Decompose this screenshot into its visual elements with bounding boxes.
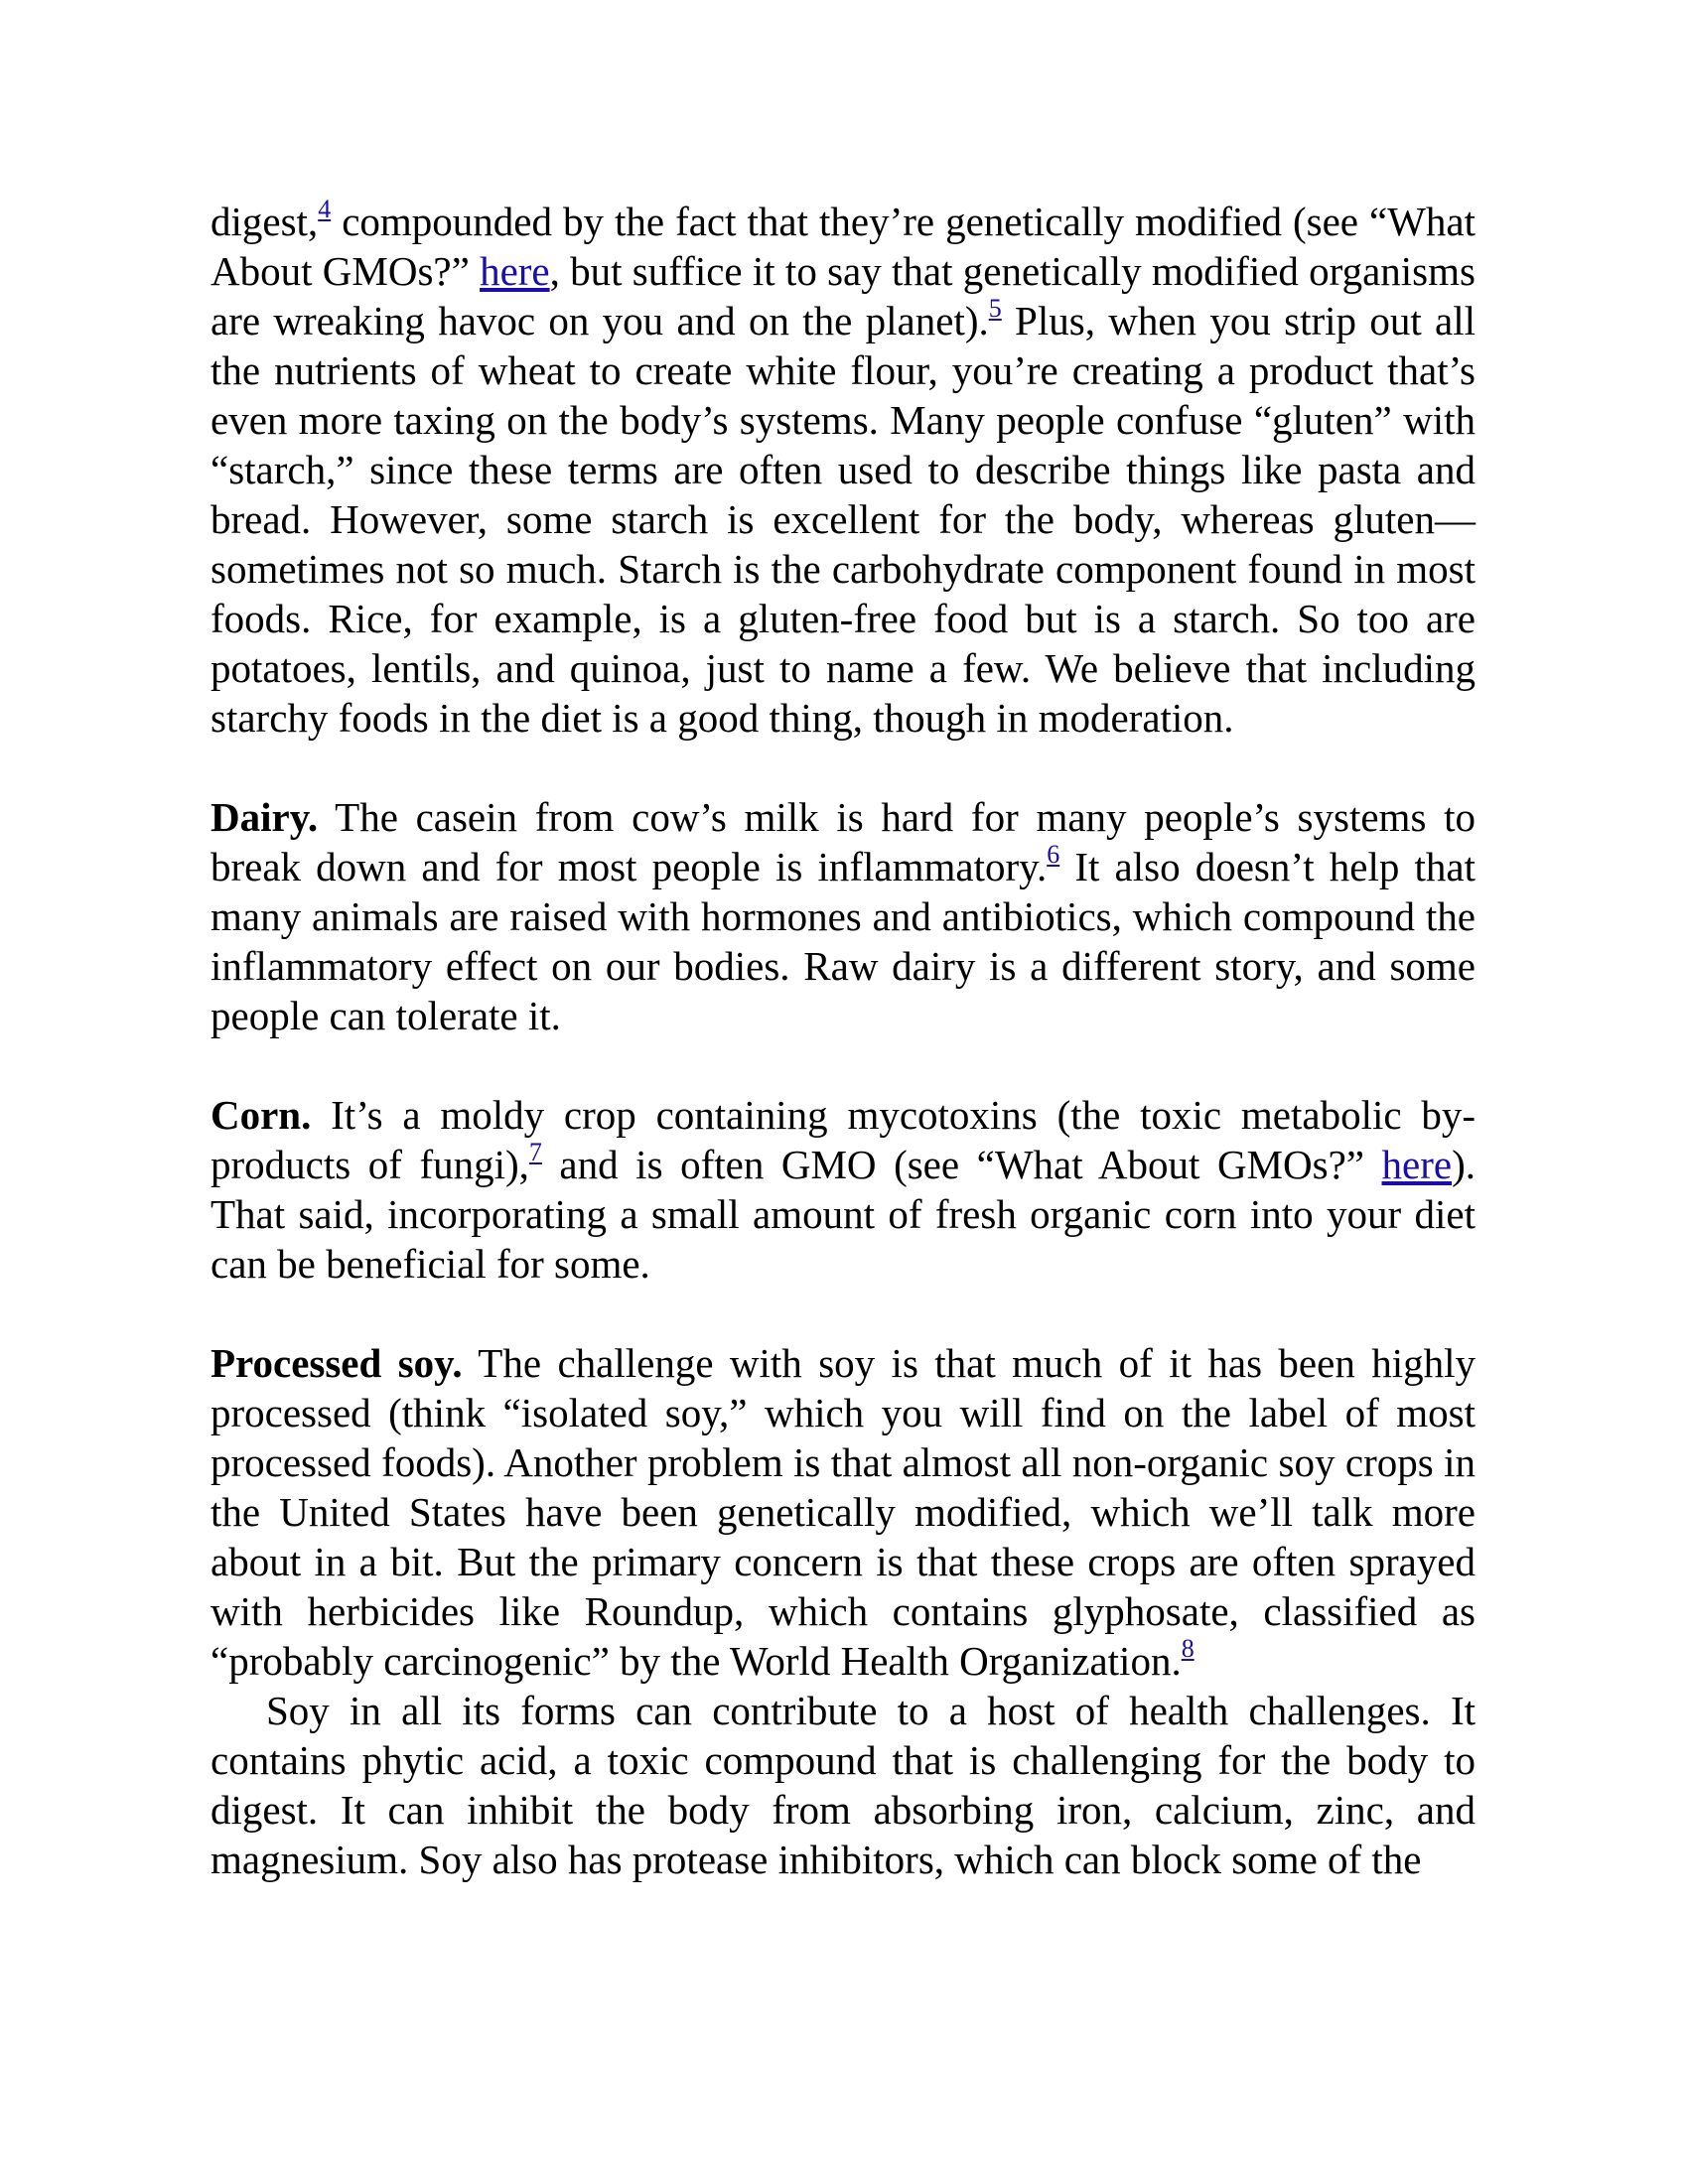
paragraph-soy-forms (211, 1686, 1476, 1884)
footnote-6 (1047, 840, 1059, 869)
text: The challenge with soy is that much of it has been highly processed (think “isolated soy,” which you will find on the label of most processed foods). Another problem is that almost all non-organic soy crops in the United States have been genetically modified, which we’ll talk more about in a bit. But the primary concern is that these crops are often sprayed with herbicides like Roundup, which contains glyphosate, classified as “probably carcinogenic” by the World Health Organization. (211, 1340, 1476, 1684)
heading-corn: Corn. (211, 1092, 312, 1138)
text: , but suffice it to say that genetically modified organisms are wreaking havoc on you and on the planet). (211, 248, 1476, 343)
paragraph-processed-soy (211, 1338, 1476, 1686)
page-body (211, 197, 1476, 1884)
footnote-5-link[interactable]: 5 (988, 294, 1002, 323)
text: Plus, when you strip out all the nutrients of wheat to create white flour, you’re creating a product that’s even more taxing on the body’s systems. Many people confuse “gluten” with “starch,” since these terms are often used to describe things like pasta and bread. However, some starch is excellent for the body, whereas gluten—sometimes not so much. Starch is the carbohydrate component found in most foods. Rice, for example, is a gluten-free food but is a starch. So too are potatoes, lentils, and quinoa, just to name a few. We believe that including starchy foods in the diet is a good thing, though in moderation. (211, 298, 1476, 741)
text: ). That said, incorporating a small amount of fresh organic corn into your diet can be beneficial for some. (211, 1142, 1476, 1287)
paragraph-corn (211, 1090, 1476, 1289)
footnote-7 (529, 1138, 542, 1166)
footnote-8 (1182, 1634, 1195, 1663)
text: It also doesn’t help that many animals are raised with hormones and antibiotics, which compound the inflammatory effect on our bodies. Raw dairy is a different story, and some people can tolerate it. (211, 844, 1476, 1038)
footnote-6-link[interactable]: 6 (1047, 840, 1060, 869)
heading-dairy: Dairy. (211, 794, 319, 840)
paragraph-dairy (211, 792, 1476, 1040)
text: The casein from cow’s milk is hard for many people’s systems to break down and for most people is inflammatory. (211, 794, 1476, 889)
text: It’s a moldy crop containing mycotoxins (the toxic metabolic by-products of fungi), (211, 1092, 1476, 1187)
heading-processed-soy: Processed soy. (211, 1340, 463, 1386)
footnote-5 (989, 294, 1002, 323)
text: digest, (211, 199, 319, 244)
text: compounded by the fact that they’re genetically modified (see “What About GMOs?” (211, 199, 1476, 294)
footnote-4-link[interactable]: 4 (318, 195, 332, 223)
paragraph-gluten (211, 197, 1476, 743)
footnote-8-link[interactable]: 8 (1181, 1634, 1195, 1663)
text: Soy in all its forms can contribute to a host of health challenges. It contains phytic acid, a toxic compound that is challenging for the body to digest. It can inhibit the body from absorbing iron, calcium, zinc, and magnesium. Soy also has protease inhibitors, which can block some of the (211, 1688, 1476, 1882)
footnote-7-link[interactable]: 7 (528, 1138, 542, 1166)
here-link[interactable]: here (1381, 1142, 1453, 1187)
footnote-4 (318, 195, 331, 223)
text: and is often GMO (see “What About GMOs?” (541, 1142, 1382, 1187)
here-link[interactable]: here (480, 248, 550, 294)
